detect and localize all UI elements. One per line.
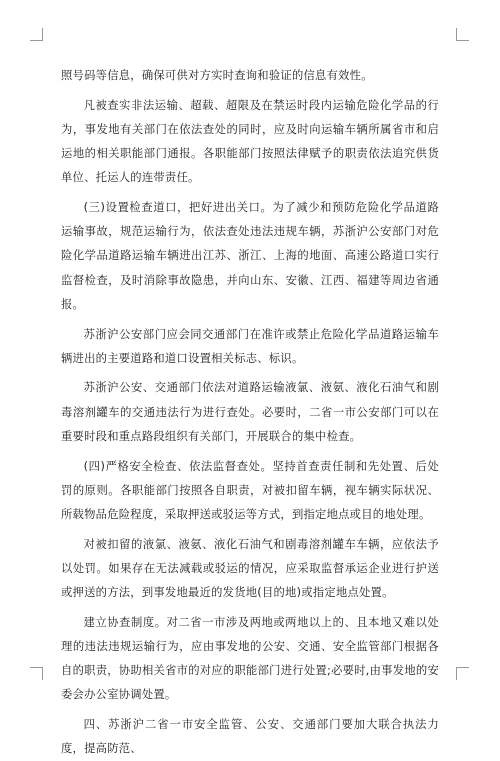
crop-mark-bottom-left bbox=[30, 667, 43, 680]
crop-mark-top-left bbox=[30, 28, 43, 41]
paragraph-road-signs: 苏浙沪公安部门应会同交通部门在准许或禁止危险化学品道路运输车辆进出的主要道路和道口设置相关标志、标识。 bbox=[61, 327, 439, 365]
paragraph-safety-inspection: (四)严格安全检查、依法监督查处。坚持首查责任制和先处置、后处罚的原则。各职能部门按照各自职责，对被扣留车辆，视车辆实际状况、所载物品危险程度，采取押送或驳运等方式，到指定地点或目的地处理。 bbox=[61, 459, 439, 521]
paragraph-continuation: 照号码等信息，确保可供对方实时查询和验证的信息有效性。 bbox=[61, 69, 373, 82]
crop-mark-top-right bbox=[456, 28, 469, 41]
paragraph-section-four: 四、苏浙沪二省一市安全监管、公安、交通部门要加大联合执法力度，提高防范、 bbox=[61, 718, 439, 756]
paragraph-violation-reporting: 凡被查实非法运输、超载、超限及在禁运时段内运输危险化学品的行为，事发地有关部门在依法查处的同时，应及时向运输车辆所属省市和启运地的相关职能部门通报。各职能部门按照法律赋予的职责依法追究供货单位、托运人的连带责任。 bbox=[61, 98, 439, 185]
paragraph-joint-investigation: 建立协查制度。对二省一市涉及两地或两地以上的、且本地又难以处理的违法违规运输行为，应由事发地的公安、交通、安全监管部门根据各自的职责，协助相关省市的对应的职能部门进行处置;必要时,由事发地的安委会办公室协调处置。 bbox=[61, 615, 439, 702]
crop-mark-bottom-right bbox=[456, 667, 469, 680]
document-body bbox=[61, 64, 439, 761]
paragraph-tanker-enforcement: 苏浙沪公安、交通部门依法对道路运输液氯、液氨、液化石油气和剧毒溶剂罐车的交通违法行为进行查处。必要时，二省一市公安部门可以在重要时段和重点路段组织有关部门，开展联合的集中检查。 bbox=[61, 381, 439, 443]
paragraph-checkpoints: (三)设置检查道口，把好进出关口。为了减少和预防危险化学品道路运输事故，规范运输行为，依法查处违法违规车辆，苏浙沪公安部门对危险化学品道路运输车辆进出江苏、浙江、上海的地面、高速公路道口实行监督检查，及时消除事故隐患，并向山东、安徽、江西、福建等周边省通报。 bbox=[61, 201, 439, 311]
paragraph-detained-vehicles: 对被扣留的液氯、液氨、液化石油气和剧毒溶剂罐车车辆，应依法予以处罚。如果存在无法减载或驳运的情况，应采取监督承运企业进行护送或押送的方法，到事发地最近的发货地(目的地)或指定地点处置。 bbox=[61, 537, 439, 600]
